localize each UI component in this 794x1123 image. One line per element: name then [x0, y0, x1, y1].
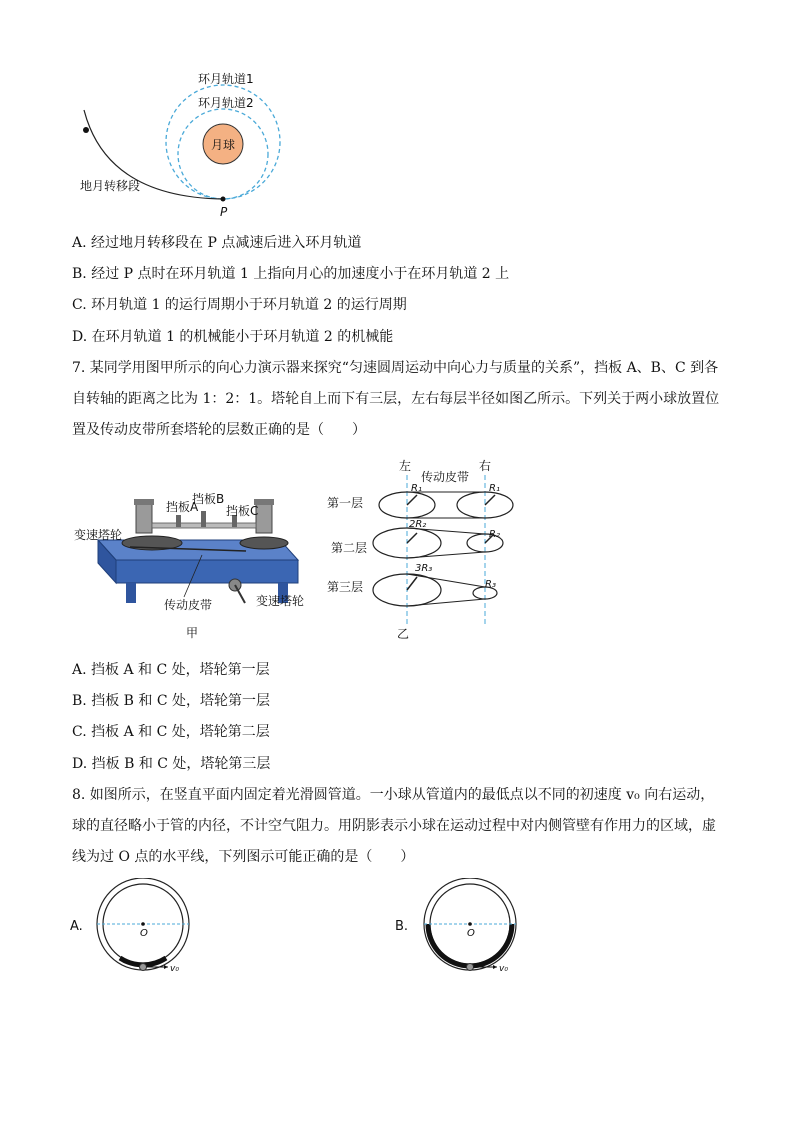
center-dot	[468, 922, 472, 926]
transfer-start-dot	[83, 127, 89, 133]
leg-left	[126, 583, 136, 603]
q6-option-b: B. 经过 P 点时在环月轨道 1 上指向月心的加速度小于在环月轨道 2 上	[72, 266, 510, 282]
left-column-cap	[134, 499, 154, 505]
r3-left: 3R₃	[415, 563, 433, 574]
base-front	[116, 560, 298, 583]
q7-option-a: A. 挡板 A 和 C 处，塔轮第一层	[72, 662, 270, 678]
point-p-label: P	[220, 205, 228, 219]
layer-1-label: 第一层	[327, 496, 364, 510]
velocity-label: v₀	[170, 964, 179, 974]
q6-option-d: D. 在环月轨道 1 的机械能小于环月轨道 2 的机械能	[72, 329, 394, 345]
lunar-orbit-figure	[70, 62, 300, 222]
label-left: 左	[399, 459, 412, 473]
q6-option-c: C. 环月轨道 1 的运行周期小于环月轨道 2 的运行周期	[72, 297, 407, 313]
right-column	[256, 503, 272, 533]
layer-2-label: 第二层	[331, 541, 368, 555]
centripetal-apparatus-figure	[70, 485, 320, 645]
label-tower-right: 变速塔轮	[256, 594, 305, 608]
q8-figure-a	[70, 878, 200, 978]
right-tower-wheel	[240, 537, 288, 549]
fig-b-label: B.	[395, 919, 409, 934]
fig-a-label: A.	[70, 919, 83, 934]
r1-right: R₁	[489, 483, 500, 494]
r1-left: R₁	[411, 483, 422, 494]
left-column	[136, 503, 152, 533]
caption-yi: 乙	[397, 627, 410, 641]
baffle-a	[176, 515, 181, 527]
orbit-2-label: 环月轨道2	[198, 96, 254, 110]
center-label: O	[467, 928, 475, 939]
q7-option-c: C. 挡板 A 和 C 处，塔轮第二层	[72, 724, 270, 740]
label-belt: 传动皮带	[421, 470, 470, 484]
label-tower-left: 变速塔轮	[74, 528, 123, 542]
layer-3-label: 第三层	[327, 580, 364, 594]
label-baffle-b: 挡板B	[192, 492, 225, 506]
center-label: O	[140, 928, 148, 939]
q8-figure-b	[395, 878, 535, 978]
q6-option-a: A. 经过地月转移段在 P 点减速后进入环月轨道	[72, 235, 362, 251]
q7-option-b: B. 挡板 B 和 C 处，塔轮第一层	[72, 693, 270, 709]
caption-jia: 甲	[186, 626, 199, 640]
velocity-label: v₀	[499, 964, 508, 974]
q8-stem: 8. 如图所示，在竖直平面内固定着光滑圆管道。一小球从管道内的最低点以不同的初速度 v₀ 向右运动，球的直径略小于管的内径，不计空气阻力。用阴影表示小球在运动过程中对内侧管壁有作用力的区域，虚线为过 O 点的水平线，下列图示可能正确的是（ ）	[72, 787, 716, 865]
ball	[467, 964, 474, 971]
r3-right: R₃	[485, 579, 496, 590]
ball	[140, 964, 147, 971]
label-right: 右	[479, 459, 492, 473]
label-baffle-c: 挡板C	[226, 504, 259, 518]
orbit-1-label: 环月轨道1	[198, 72, 254, 86]
label-baffle-a: 挡板A	[166, 500, 199, 514]
label-belt: 传动皮带	[164, 598, 213, 612]
transfer-label: 地月转移段	[80, 179, 141, 193]
center-dot	[141, 922, 145, 926]
q7-option-d: D. 挡板 B 和 C 处，塔轮第三层	[72, 756, 271, 772]
r2-right: R₂	[489, 529, 500, 540]
baffle-b	[201, 511, 206, 527]
point-p-dot	[221, 197, 226, 202]
r2-left: 2R₂	[409, 519, 427, 530]
pulley-layers-figure	[325, 455, 515, 645]
q7-stem: 7. 某同学用图甲所示的向心力演示器来探究“匀速圆周运动中向心力与质量的关系”，挡板 A、B、C 到各自转轴的距离之比为 1：2：1。塔轮自上而下有三层，左右每层半径如图乙所示。下列关于两小球放置位置及传动皮带所套塔轮的层数正确的是（ ）	[72, 360, 720, 438]
moon-label: 月球	[210, 138, 236, 152]
